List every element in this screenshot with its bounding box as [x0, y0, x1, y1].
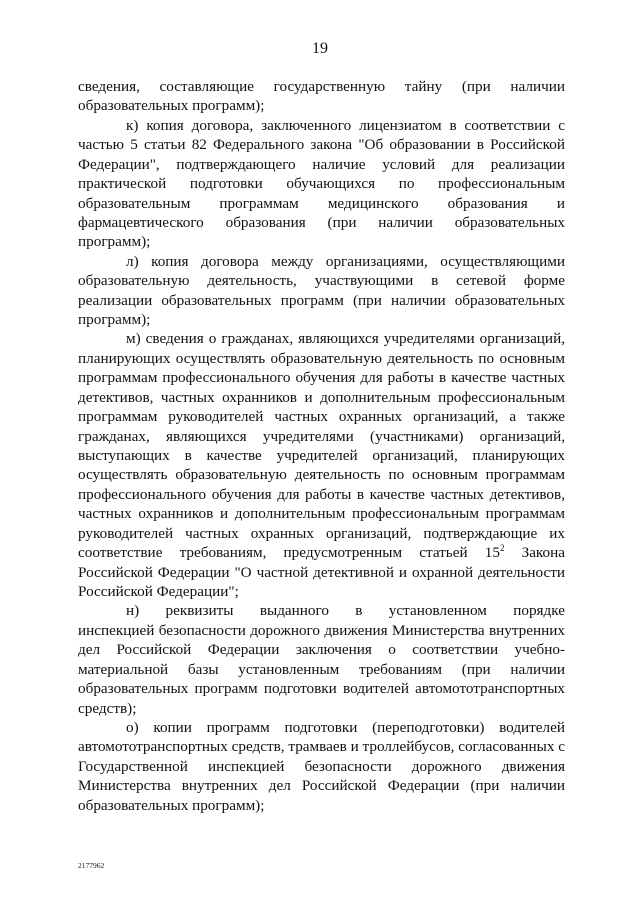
text-line: планирующих осуществлять образовательную деятельность по основным	[78, 349, 565, 367]
paragraph	[78, 601, 565, 718]
text-fragment: соответствие требованиям, предусмотренным статьей 15	[78, 544, 500, 562]
text-fragment: Закона	[504, 544, 565, 562]
text-line	[78, 543, 565, 562]
text-line: Российской Федерации "О частной детективной и охранной деятельности	[78, 563, 565, 581]
text-line: материальной базы установленным требованиям (при наличии	[78, 660, 565, 678]
text-line: реализации образовательных программ (при наличии образовательных	[78, 291, 565, 309]
paragraph	[78, 116, 565, 252]
text-line: образовательных программ подготовки водителей автомототранспортных	[78, 680, 565, 698]
text-line: программам руководителей частных охранных организаций, а также	[78, 408, 565, 426]
text-line: программ);	[78, 311, 151, 329]
text-line: гражданах, являющихся учредителями (участниками) организаций,	[78, 427, 565, 445]
text-line: инспекцией безопасности дорожного движения Министерства внутренних	[78, 621, 565, 639]
text-line: образовательных программ);	[78, 97, 265, 115]
text-line: программам профессионального обучения для работы в качестве частных	[78, 369, 565, 387]
text-line: Государственной инспекцией безопасности дорожного движения	[78, 757, 565, 775]
text-line: м) сведения о гражданах, являющихся учредителями организаций,	[126, 330, 565, 348]
superscript: 2	[499, 543, 505, 554]
page-number: 19	[312, 40, 328, 57]
text-line: профессионального обучения для работы в качестве частных детективов,	[78, 485, 565, 503]
text-line: руководителей частных охранных организаций, подтверждающие их	[78, 524, 565, 542]
text-line: практической подготовки обучающихся по профессиональным	[78, 175, 565, 193]
paragraph	[78, 329, 565, 601]
footer-document-code: 2177962	[78, 861, 105, 870]
text-line: Федерации", подтверждающего наличие условий для реализации	[78, 155, 565, 173]
text-line: средств);	[78, 699, 137, 717]
text-line: к) копия договора, заключенного лицензиатом в соответствии с	[126, 116, 565, 134]
text-line: дел Российской Федерации заключения о соответствии учебно-	[78, 641, 565, 659]
text-line: детективов, частных охранников и дополнительным профессиональным	[78, 388, 565, 406]
text-line: осуществлять образовательную деятельность по основным программам	[78, 466, 565, 484]
text-line: образовательным программам медицинского образования и	[78, 194, 565, 212]
text-line: образовательных программ);	[78, 796, 265, 814]
paragraph	[78, 252, 565, 330]
text-line: частью 5 статьи 82 Федерального закона "Об образовании в Российской	[78, 136, 565, 154]
text-line: частных охранников и дополнительным профессиональным программам	[78, 505, 565, 523]
text-line: н) реквизиты выданного в установленном порядке	[126, 602, 565, 620]
text-line: л) копия договора между организациями, осуществляющими	[126, 252, 565, 270]
text-line: программ);	[78, 233, 151, 251]
text-line: сведения, составляющие государственную тайну (при наличии	[78, 78, 565, 95]
text-line: выступающих в качестве учредителей организаций, планирующих	[78, 447, 565, 465]
paragraph	[78, 718, 565, 815]
document-body	[78, 77, 565, 815]
text-line: Российской Федерации";	[78, 582, 239, 600]
text-line: образовательную деятельность, участвующими в сетевой форме	[78, 272, 565, 290]
text-line: автомототранспортных средств, трамваев и троллейбусов, согласованных с	[78, 738, 565, 756]
text-line: Министерства внутренних дел Российской Федерации (при наличии	[78, 777, 565, 795]
text-line: фармацевтического образования (при наличии образовательных	[78, 213, 565, 231]
paragraph	[78, 77, 565, 116]
text-line: о) копии программ подготовки (переподготовки) водителей	[126, 718, 565, 736]
